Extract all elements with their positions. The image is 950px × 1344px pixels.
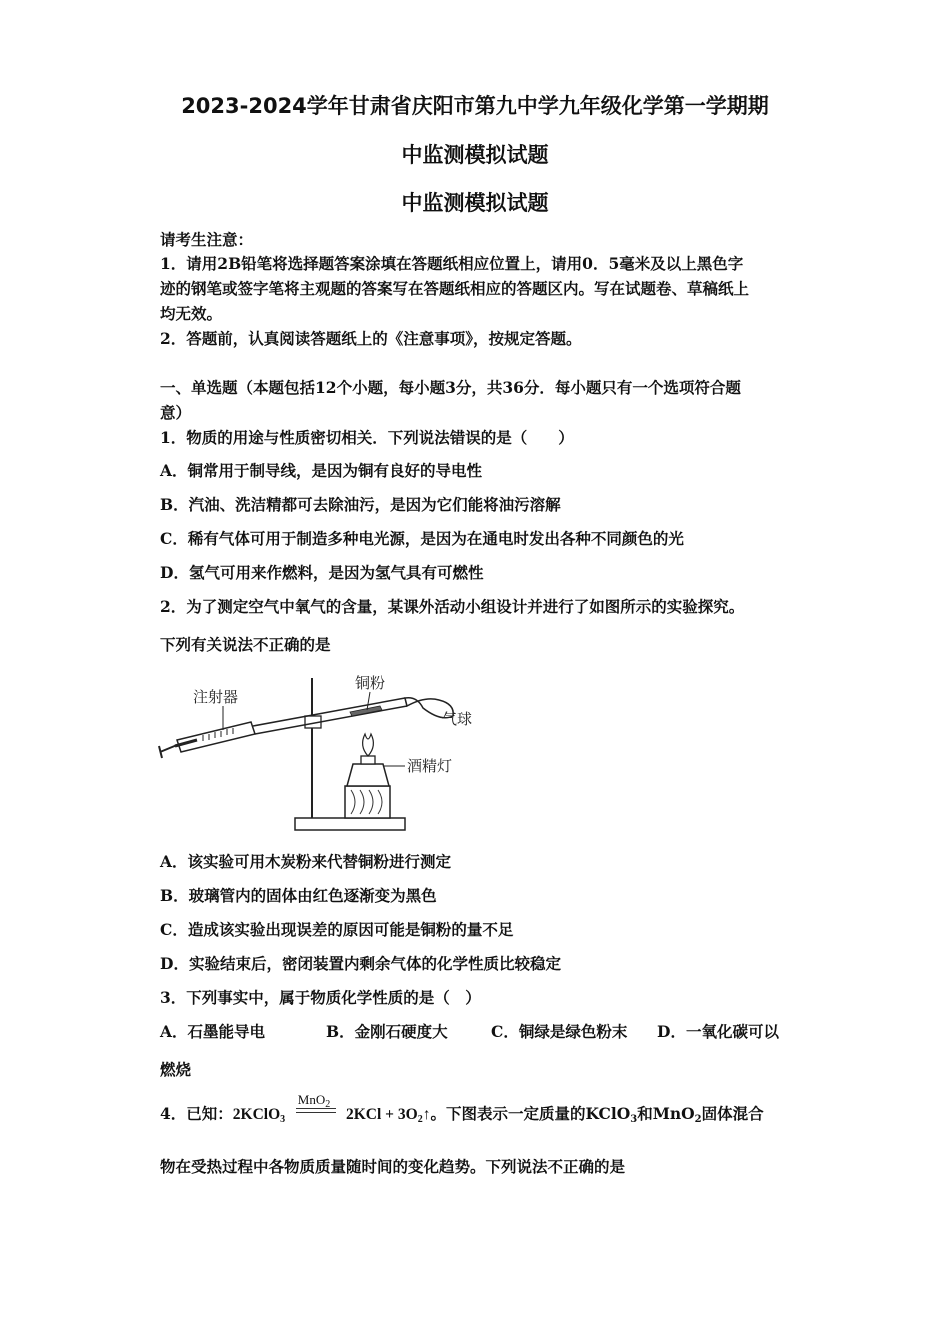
q3-option-b: B．金刚石硬度大 [326, 1022, 448, 1041]
q2-option-b: B．玻璃管内的固体由红色逐渐变为黑色 [160, 886, 437, 905]
q1-option-a: A．铜常用于制导线，是因为铜有良好的导电性 [160, 461, 483, 480]
q3-stem: 3．下列事实中，属于物质化学性质的是（ ） [160, 988, 481, 1007]
page-title-line1: 2023-2024学年甘肃省庆阳市第九中学九年级化学第一学期期 [181, 94, 769, 118]
notice-heading: 请考生注意： [160, 230, 254, 249]
q4-equation-line [160, 1102, 285, 1125]
alcohol-lamp [347, 764, 389, 786]
notice-item1-line2: 迹的钢笔或签字笔将主观题的答案写在答题纸相应的答题区内。写在试题卷、草稿纸上 [160, 279, 750, 298]
q3-option-d: D．一氧化碳可以 [657, 1022, 779, 1041]
page-title-line2: 中监测模拟试题 [401, 143, 549, 167]
notice-item2: 2．答题前，认真阅读答题纸上的《注意事项》，按规定答题。 [160, 329, 582, 348]
label-lamp: 酒精灯 [407, 757, 453, 775]
q4-stem-line2: 物在受热过程中各物质质量随时间的变化趋势。下列说法不正确的是 [160, 1157, 626, 1176]
glass-tube [253, 698, 407, 734]
q4-equation-rest: $2KCl + 3O_2↑$。下图表示一定质量的KClO$_3$和MnO$_2$固体混合 [346, 1104, 764, 1125]
section-heading-line2: 意） [160, 403, 192, 422]
q4-prefix: 4．已知： [160, 1104, 233, 1123]
label-syringe: 注射器 [193, 688, 239, 706]
syringe [177, 722, 255, 752]
label-balloon: 气球 [442, 710, 473, 728]
q1-option-b: B．汽油、洗洁精都可去除油污，是因为它们能将油污溶解 [160, 495, 561, 514]
q2-stem-line2: 下列有关说法不正确的是 [160, 635, 331, 654]
q1-option-c: C．稀有气体可用于制造多种电光源，是因为在通电时发出各种不同颜色的光 [160, 529, 684, 548]
q2-option-d: D．实验结束后，密闭装置内剩余气体的化学性质比较稳定 [160, 954, 561, 973]
stand-base [295, 818, 405, 830]
q3-option-c: C．铜绿是绿色粉末 [491, 1022, 628, 1041]
q4-catalyst-label: MnO$_2$ [297, 1092, 331, 1110]
label-copper: 铜粉 [355, 674, 386, 692]
page-title-line3: 中监测模拟试题 [401, 191, 549, 215]
q1-option-d: D．氢气可用来作燃料，是因为氢气具有可燃性 [160, 563, 484, 582]
experiment-apparatus-figure [155, 668, 495, 836]
q2-stem-line1: 2．为了测定空气中氧气的含量，某课外活动小组设计并进行了如图所示的实验探究。 [160, 597, 745, 616]
notice-item1-line1: 1．请用2B铅笔将选择题答案涂填在答题纸相应位置上，请用0．5毫米及以上黑色字 [160, 254, 744, 273]
q2-option-a: A．该实验可用木炭粉来代替铜粉进行测定 [160, 852, 452, 871]
q3-option-d-continued: 燃烧 [160, 1060, 192, 1079]
q2-option-c: C．造成该实验出现误差的原因可能是铜粉的量不足 [160, 920, 514, 939]
q4-reaction-arrow [296, 1108, 336, 1113]
q1-stem: 1．物质的用途与性质密切相关．下列说法错误的是（ ） [160, 428, 574, 447]
q4-reactant: 2KClO$_3$ [232, 1106, 286, 1125]
section-heading-line1: 一、单选题（本题包括12个小题，每小题3分，共36分．每小题只有一个选项符合题 [160, 378, 741, 397]
flame [363, 734, 374, 756]
q3-option-a: A．石墨能导电 [160, 1022, 266, 1041]
notice-item1-line3: 均无效。 [160, 304, 223, 323]
